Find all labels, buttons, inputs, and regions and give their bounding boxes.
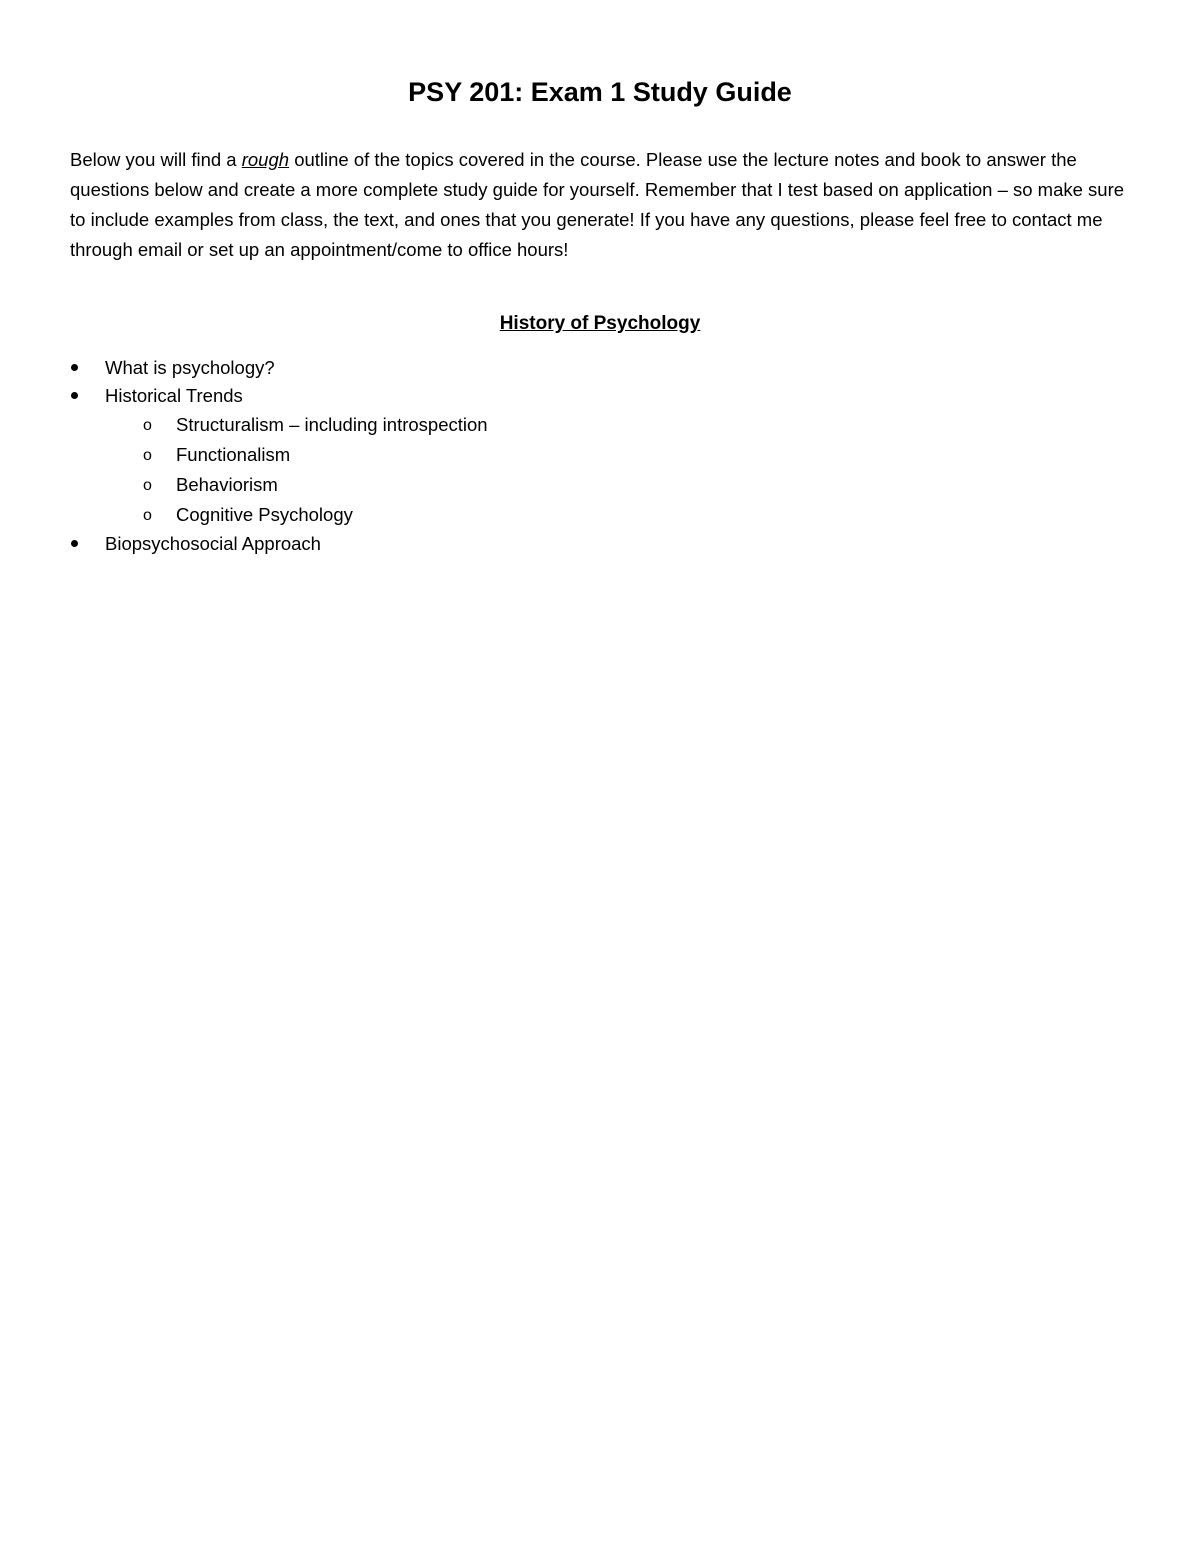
list-item: What is psychology? (105, 357, 275, 378)
bullet-icon (71, 540, 78, 547)
sub-bullet-icon: o (143, 507, 152, 524)
document-title: PSY 201: Exam 1 Study Guide (408, 77, 792, 107)
section-heading: History of Psychology (499, 313, 701, 334)
bullet-icon (71, 364, 78, 371)
sub-list-item: Cognitive Psychology (176, 504, 353, 525)
list-item: Biopsychosocial Approach (105, 533, 321, 554)
sub-bullet-icon: o (143, 417, 152, 434)
intro-paragraph (70, 145, 1130, 265)
list-item: Historical Trends (105, 385, 243, 406)
bullet-icon (71, 392, 78, 399)
sub-list-item: Structuralism – including introspection (176, 414, 488, 435)
intro-emphasis: rough (241, 149, 290, 170)
intro-text-rest: outline of the topics covered in the course. Please use the lecture notes and book to answer the questions below and create a more complete study guide for yourself. Remember that I test based on application – so make sure to include examples from class, the text, and ones that you generate! If you have any questions, please feel free to contact me through email or set up an appointment/come to office hours! (70, 149, 1125, 260)
sub-list-item: Functionalism (176, 444, 291, 465)
sub-list-item: Behaviorism (176, 474, 278, 495)
sub-bullet-icon: o (143, 477, 152, 494)
intro-text-start: Below you will find a (70, 149, 242, 170)
sub-bullet-icon: o (143, 447, 152, 464)
